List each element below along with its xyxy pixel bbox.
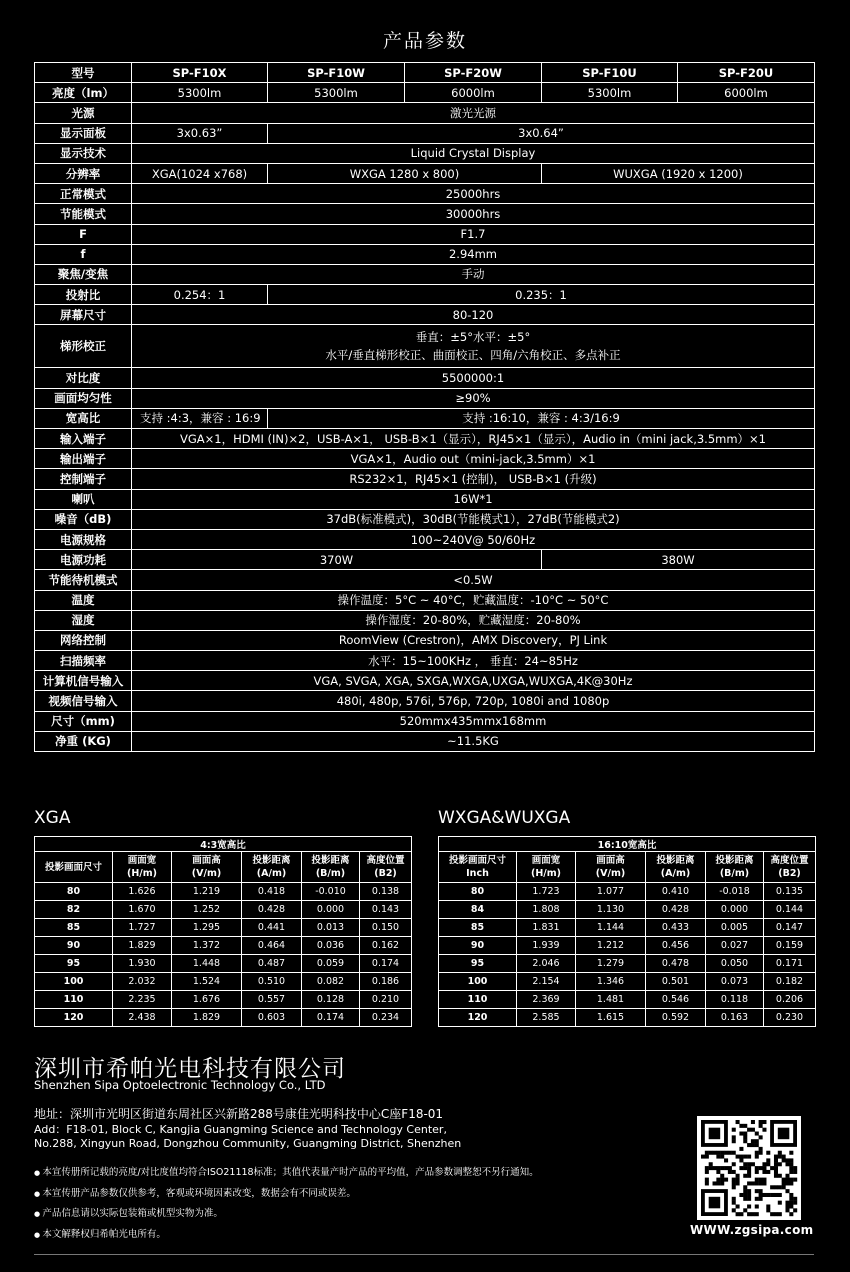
spec-value: 6000lm: [678, 83, 815, 103]
spec-label: 电源功耗: [35, 550, 132, 570]
spec-label: 节能模式: [35, 204, 132, 224]
spec-row: [35, 429, 815, 449]
table-row: [35, 901, 412, 919]
spec-value: <0.5W: [132, 570, 815, 590]
spec-row: [35, 449, 815, 469]
xga-table-title: XGA: [34, 808, 71, 828]
column-header-line1: 投影距离: [715, 855, 754, 866]
column-header-line1: 投影画面尺寸: [448, 855, 506, 866]
column-header: [646, 852, 706, 883]
column-header-line1: 画面宽: [127, 855, 157, 866]
column-header-line2: (A/m): [256, 868, 287, 879]
table-cell: 1.615: [576, 1009, 646, 1027]
spec-value: [132, 325, 815, 368]
table-row: [439, 883, 816, 901]
note-text: 本文解释权归希帕光电所有。: [42, 1228, 166, 1240]
spec-value: RoomView (Crestron)，AMX Discovery，PJ Link: [132, 630, 815, 650]
table-cell: 0.174: [360, 955, 412, 973]
spec-row: [35, 184, 815, 204]
spec-value: 30000hrs: [132, 204, 815, 224]
column-header-line1: 投影距离: [656, 855, 695, 866]
spec-row: [35, 83, 815, 103]
spec-label: 光源: [35, 103, 132, 123]
spec-row: [35, 224, 815, 244]
table-row: [35, 1009, 412, 1027]
table-cell: 0.206: [764, 991, 816, 1009]
spec-row: [35, 651, 815, 671]
screen-size-cell: 80: [439, 883, 517, 901]
column-header-line2: (B2): [374, 868, 397, 879]
screen-size-cell: 110: [35, 991, 113, 1009]
table-cell: 2.369: [517, 991, 576, 1009]
table-cell: -0.018: [706, 883, 764, 901]
table-cell: 1.524: [172, 973, 242, 991]
table-cell: 1.829: [172, 1009, 242, 1027]
spec-label: 正常模式: [35, 184, 132, 204]
table-cell: 0.501: [646, 973, 706, 991]
note-text: 本宣传册产品参数仅供参考，客观或环境因素改变，数据会有不同或误差。: [42, 1187, 356, 1199]
column-header-size: [35, 852, 113, 883]
spec-header-model: SP-F10W: [268, 63, 405, 83]
spec-label: 电源规格: [35, 529, 132, 549]
column-header-line2: Inch: [466, 868, 489, 879]
spec-value: 水平：15~100KHz ， 垂直：24~85Hz: [132, 651, 815, 671]
table-cell: 0.418: [242, 883, 302, 901]
spec-value: 5300lm: [268, 83, 405, 103]
spec-row: [35, 204, 815, 224]
table-cell: 0.059: [302, 955, 360, 973]
spec-row: [35, 529, 815, 549]
spec-row: [35, 550, 815, 570]
spec-header-label: 型号: [35, 63, 132, 83]
spec-row: [35, 731, 815, 751]
website-url: WWW.zgsipa.com: [690, 1223, 814, 1237]
table-cell: 0.441: [242, 919, 302, 937]
spec-row: [35, 711, 815, 731]
note-text: 产品信息请以实际包装箱或机型实物为准。: [42, 1208, 223, 1219]
table-cell: 0.036: [302, 937, 360, 955]
column-header-line2: (H/m): [530, 868, 561, 879]
spec-header-model: SP-F20U: [678, 63, 815, 83]
table-cell: 0.144: [764, 901, 816, 919]
table-cell: 0.478: [646, 955, 706, 973]
spec-value: 370W: [132, 550, 542, 570]
table-cell: 0.143: [360, 901, 412, 919]
spec-label: 净重 (KG): [35, 731, 132, 751]
table-cell: 1.077: [576, 883, 646, 901]
spec-value: 激光光源: [132, 103, 815, 123]
table-cell: 0.147: [764, 919, 816, 937]
spec-label: 画面均匀性: [35, 388, 132, 408]
column-header: [302, 852, 360, 883]
screen-size-cell: 80: [35, 883, 113, 901]
spec-row: [35, 408, 815, 428]
table-cell: 0.487: [242, 955, 302, 973]
table-cell: 0.073: [706, 973, 764, 991]
table-cell: 0.230: [764, 1009, 816, 1027]
table-cell: 1.219: [172, 883, 242, 901]
column-header: [576, 852, 646, 883]
table-cell: 1.448: [172, 955, 242, 973]
spec-value: 37dB(标准模式)，30dB(节能模式1），27dB(节能模式2): [132, 509, 815, 529]
spec-value: 16W*1: [132, 489, 815, 509]
table-cell: 1.252: [172, 901, 242, 919]
group-header-row: [35, 837, 412, 852]
spec-label: 控制端子: [35, 469, 132, 489]
table-cell: 0.082: [302, 973, 360, 991]
spec-value: 支持 :16:10，兼容 : 4:3/16:9: [268, 408, 815, 428]
wxga-projection-table: [438, 836, 816, 1027]
spec-value: F1.7: [132, 224, 815, 244]
table-cell: 0.163: [706, 1009, 764, 1027]
table-cell: 0.433: [646, 919, 706, 937]
screen-size-cell: 85: [35, 919, 113, 937]
spec-label: 亮度（lm）: [35, 83, 132, 103]
column-header: [172, 852, 242, 883]
company-name-en: Shenzhen Sipa Optoelectronic Technology Co., LTD: [34, 1078, 326, 1092]
column-header-line2: (V/m): [191, 868, 222, 879]
bullet-icon: ●: [34, 1230, 43, 1239]
spec-value: 2.94mm: [132, 244, 815, 264]
spec-label: 节能待机模式: [35, 570, 132, 590]
spec-label: 输入端子: [35, 429, 132, 449]
spec-value: VGA×1，HDMI (IN)×2，USB-A×1， USB-B×1（显示），RJ45×1（显示），Audio in（mini jack,3.5mm）×1: [132, 429, 815, 449]
spec-row: [35, 469, 815, 489]
table-row: [35, 883, 412, 901]
spec-value: 480i, 480p, 576i, 576p, 720p, 1080i and 1080p: [132, 691, 815, 711]
table-cell: 2.032: [113, 973, 172, 991]
table-cell: 0.186: [360, 973, 412, 991]
spec-label: 宽高比: [35, 408, 132, 428]
spec-header-model: SP-F10U: [542, 63, 678, 83]
table-cell: 0.118: [706, 991, 764, 1009]
spec-label: 显示技术: [35, 143, 132, 163]
table-cell: 2.046: [517, 955, 576, 973]
column-header-line2: (B/m): [315, 868, 346, 879]
bullet-icon: ●: [34, 1210, 43, 1218]
column-header: [517, 852, 576, 883]
table-cell: 1.808: [517, 901, 576, 919]
spec-label: 扫描频率: [35, 651, 132, 671]
spec-value: 380W: [542, 550, 815, 570]
screen-size-cell: 84: [439, 901, 517, 919]
spec-table: [34, 62, 815, 752]
notes-list: [34, 1163, 539, 1245]
table-row: [439, 901, 816, 919]
table-row: [35, 937, 412, 955]
spec-label: 网络控制: [35, 630, 132, 650]
column-header-line2: (B/m): [719, 868, 750, 879]
table-cell: 0.546: [646, 991, 706, 1009]
spec-value-line2: 水平/垂直梯形校正、曲面校正、四角/六角校正、多点补正: [325, 348, 621, 363]
table-cell: 0.456: [646, 937, 706, 955]
note-item: [34, 1204, 539, 1225]
spec-value: 0.254：1: [132, 285, 268, 305]
screen-size-cell: 95: [439, 955, 517, 973]
spec-value: RS232×1，RJ45×1 (控制)， USB-B×1 (升级): [132, 469, 815, 489]
spec-value: 5300lm: [132, 83, 268, 103]
table-row: [439, 973, 816, 991]
note-item: [34, 1225, 539, 1246]
bullet-icon: ●: [34, 1169, 43, 1177]
spec-row: [35, 123, 815, 143]
table-cell: 1.130: [576, 901, 646, 919]
spec-value: 手动: [132, 264, 815, 284]
spec-value: 5500000:1: [132, 368, 815, 388]
address-block: [34, 1107, 461, 1151]
spec-label: 计算机信号输入: [35, 671, 132, 691]
spec-label: f: [35, 244, 132, 264]
spec-value: 0.235：1: [268, 285, 815, 305]
spec-row: [35, 103, 815, 123]
table-cell: 1.144: [576, 919, 646, 937]
aspect-ratio-group: 16:10宽高比: [439, 837, 816, 852]
spec-row: [35, 285, 815, 305]
screen-size-cell: 120: [439, 1009, 517, 1027]
note-text: 本宣传册所记载的亮度/对比度值均符合ISO21118标准；其值代表量产时产品的平均值，产品参数调整恕不另行通知。: [42, 1167, 539, 1178]
spec-row: [35, 691, 815, 711]
table-cell: 1.279: [576, 955, 646, 973]
spec-row: [35, 143, 815, 163]
column-header-line1: 画面高: [596, 855, 625, 866]
table-cell: 1.727: [113, 919, 172, 937]
screen-size-cell: 110: [439, 991, 517, 1009]
table-cell: 0.174: [302, 1009, 360, 1027]
table-cell: 0.464: [242, 937, 302, 955]
table-cell: 0.162: [360, 937, 412, 955]
spec-row: [35, 671, 815, 691]
column-header-line2: (V/m): [595, 868, 626, 879]
spec-label: F: [35, 224, 132, 244]
spec-label: 喇叭: [35, 489, 132, 509]
table-row: [35, 991, 412, 1009]
column-header-row: [439, 852, 816, 883]
spec-label: 湿度: [35, 610, 132, 630]
spec-value: Liquid Crystal Display: [132, 143, 815, 163]
column-header-line1: 高度位置: [770, 855, 809, 866]
table-cell: 1.831: [517, 919, 576, 937]
table-cell: 2.154: [517, 973, 576, 991]
spec-row: [35, 489, 815, 509]
spec-label: 视频信号输入: [35, 691, 132, 711]
spec-value: WUXGA (1920 x 1200): [542, 163, 815, 183]
table-cell: 0.592: [646, 1009, 706, 1027]
table-cell: 1.829: [113, 937, 172, 955]
spec-row: [35, 509, 815, 529]
spec-value: 100~240V@ 50/60Hz: [132, 529, 815, 549]
table-cell: 0.182: [764, 973, 816, 991]
table-cell: 0.128: [302, 991, 360, 1009]
address-cn: 地址：深圳市光明区街道东周社区兴新路288号康佳光明科技中心C座F18-01: [34, 1107, 444, 1121]
table-cell: 0.171: [764, 955, 816, 973]
spec-header-model: SP-F10X: [132, 63, 268, 83]
table-cell: 1.939: [517, 937, 576, 955]
spec-value: 520mmx435mmx168mm: [132, 711, 815, 731]
table-row: [35, 919, 412, 937]
spec-value: 操作温度：5°C ~ 40°C，贮藏温度：-10°C ~ 50°C: [132, 590, 815, 610]
spec-label: 尺寸（mm): [35, 711, 132, 731]
spec-label: 屏幕尺寸: [35, 305, 132, 325]
spec-label: 梯形校正: [35, 325, 132, 368]
screen-size-cell: 95: [35, 955, 113, 973]
table-cell: 2.235: [113, 991, 172, 1009]
column-header-line1: 投影画面尺寸: [44, 861, 102, 873]
table-row: [35, 955, 412, 973]
table-cell: 1.212: [576, 937, 646, 955]
screen-size-cell: 90: [439, 937, 517, 955]
spec-label: 投射比: [35, 285, 132, 305]
table-cell: 0.138: [360, 883, 412, 901]
column-header-line2: (H/m): [126, 868, 157, 879]
column-header-line1: 投影距离: [252, 855, 291, 866]
spec-row: [35, 610, 815, 630]
table-cell: 0.557: [242, 991, 302, 1009]
column-header: [242, 852, 302, 883]
aspect-ratio-group: 4:3宽高比: [35, 837, 412, 852]
screen-size-cell: 90: [35, 937, 113, 955]
spec-row: [35, 368, 815, 388]
column-header: [113, 852, 172, 883]
table-cell: 0.027: [706, 937, 764, 955]
screen-size-cell: 85: [439, 919, 517, 937]
table-cell: 1.295: [172, 919, 242, 937]
spec-value: 6000lm: [405, 83, 542, 103]
xga-projection-table: [34, 836, 412, 1027]
spec-label: 噪音（dB): [35, 509, 132, 529]
column-header-line1: 投影距离: [311, 855, 350, 866]
bullet-icon: ●: [34, 1189, 43, 1198]
spec-value: 25000hrs: [132, 184, 815, 204]
table-cell: 1.372: [172, 937, 242, 955]
spec-label: 输出端子: [35, 449, 132, 469]
screen-size-cell: 100: [35, 973, 113, 991]
spec-value: 3x0.63”: [132, 123, 268, 143]
note-item: [34, 1163, 539, 1184]
table-row: [35, 973, 412, 991]
table-cell: 1.670: [113, 901, 172, 919]
spec-row: [35, 244, 815, 264]
note-item: [34, 1184, 539, 1205]
spec-row: [35, 590, 815, 610]
address-en-line2: No.288, Xingyun Road, Dongzhou Community, Guangming District, Shenzhen: [34, 1137, 462, 1150]
table-row: [439, 991, 816, 1009]
table-cell: 0.150: [360, 919, 412, 937]
company-name-cn: 深圳市希帕光电科技有限公司: [34, 1056, 346, 1082]
spec-value: 3x0.64”: [268, 123, 815, 143]
column-header: [360, 852, 412, 883]
spec-label: 显示面板: [35, 123, 132, 143]
page-title: 产品参数: [382, 30, 467, 52]
column-header-line2: (A/m): [660, 868, 691, 879]
table-cell: 0.428: [646, 901, 706, 919]
table-cell: 0.510: [242, 973, 302, 991]
column-header-row: [35, 852, 412, 883]
screen-size-cell: 100: [439, 973, 517, 991]
table-cell: 0.234: [360, 1009, 412, 1027]
table-cell: 0.428: [242, 901, 302, 919]
address-en-line1: Add：F18-01, Block C, Kangjia Guangming Science and Technology Center,: [34, 1123, 447, 1136]
table-cell: 1.676: [172, 991, 242, 1009]
spec-header-row: [35, 63, 815, 83]
table-cell: 0.603: [242, 1009, 302, 1027]
spec-label: 聚焦/变焦: [35, 264, 132, 284]
table-cell: 0.210: [360, 991, 412, 1009]
table-row: [439, 955, 816, 973]
table-cell: 0.159: [764, 937, 816, 955]
table-cell: 1.930: [113, 955, 172, 973]
table-cell: 1.626: [113, 883, 172, 901]
table-cell: 1.346: [576, 973, 646, 991]
column-header-line1: 画面宽: [531, 855, 561, 866]
table-cell: 0.013: [302, 919, 360, 937]
screen-size-cell: 120: [35, 1009, 113, 1027]
spec-row: [35, 163, 815, 183]
table-cell: 0.000: [302, 901, 360, 919]
table-cell: 1.723: [517, 883, 576, 901]
spec-row: [35, 630, 815, 650]
column-header-line1: 画面高: [192, 855, 221, 866]
table-row: [439, 1009, 816, 1027]
table-cell: 0.005: [706, 919, 764, 937]
spec-row: [35, 388, 815, 408]
bottom-divider: [34, 1254, 814, 1255]
column-header-size: [439, 852, 517, 883]
screen-size-cell: 82: [35, 901, 113, 919]
column-header: [764, 852, 816, 883]
table-row: [439, 937, 816, 955]
spec-label: 温度: [35, 590, 132, 610]
spec-value: WXGA 1280 x 800): [268, 163, 542, 183]
table-cell: 0.050: [706, 955, 764, 973]
spec-row: [35, 570, 815, 590]
table-cell: 0.135: [764, 883, 816, 901]
spec-value: 支持 :4:3，兼容 : 16:9: [132, 408, 268, 428]
spec-value-line1: 垂直：±5°水平：±5°: [415, 330, 531, 345]
spec-value: ~11.5KG: [132, 731, 815, 751]
spec-value: VGA×1，Audio out（mini-jack,3.5mm）×1: [132, 449, 815, 469]
spec-label: 对比度: [35, 368, 132, 388]
column-header-line2: (B2): [778, 868, 801, 879]
table-row: [439, 919, 816, 937]
table-cell: 2.438: [113, 1009, 172, 1027]
table-cell: 0.000: [706, 901, 764, 919]
spec-label: 分辨率: [35, 163, 132, 183]
spec-value: 80-120: [132, 305, 815, 325]
table-cell: 0.410: [646, 883, 706, 901]
table-cell: -0.010: [302, 883, 360, 901]
spec-header-model: SP-F20W: [405, 63, 542, 83]
wxga-table-title: WXGA&WUXGA: [438, 808, 571, 828]
spec-value: ≥90%: [132, 388, 815, 408]
spec-value: VGA, SVGA, XGA, SXGA,WXGA,UXGA,WUXGA,4K@30Hz: [132, 671, 815, 691]
table-cell: 2.585: [517, 1009, 576, 1027]
spec-row: [35, 264, 815, 284]
column-header: [706, 852, 764, 883]
spec-value: XGA(1024 x768): [132, 163, 268, 183]
spec-row: [35, 305, 815, 325]
spec-value: 5300lm: [542, 83, 678, 103]
column-header-line1: 高度位置: [366, 855, 405, 866]
qr-code: [697, 1116, 801, 1220]
table-cell: 1.481: [576, 991, 646, 1009]
spec-value: 操作湿度：20-80%，贮藏湿度：20-80%: [132, 610, 815, 630]
spec-row: [35, 325, 815, 368]
group-header-row: [439, 837, 816, 852]
